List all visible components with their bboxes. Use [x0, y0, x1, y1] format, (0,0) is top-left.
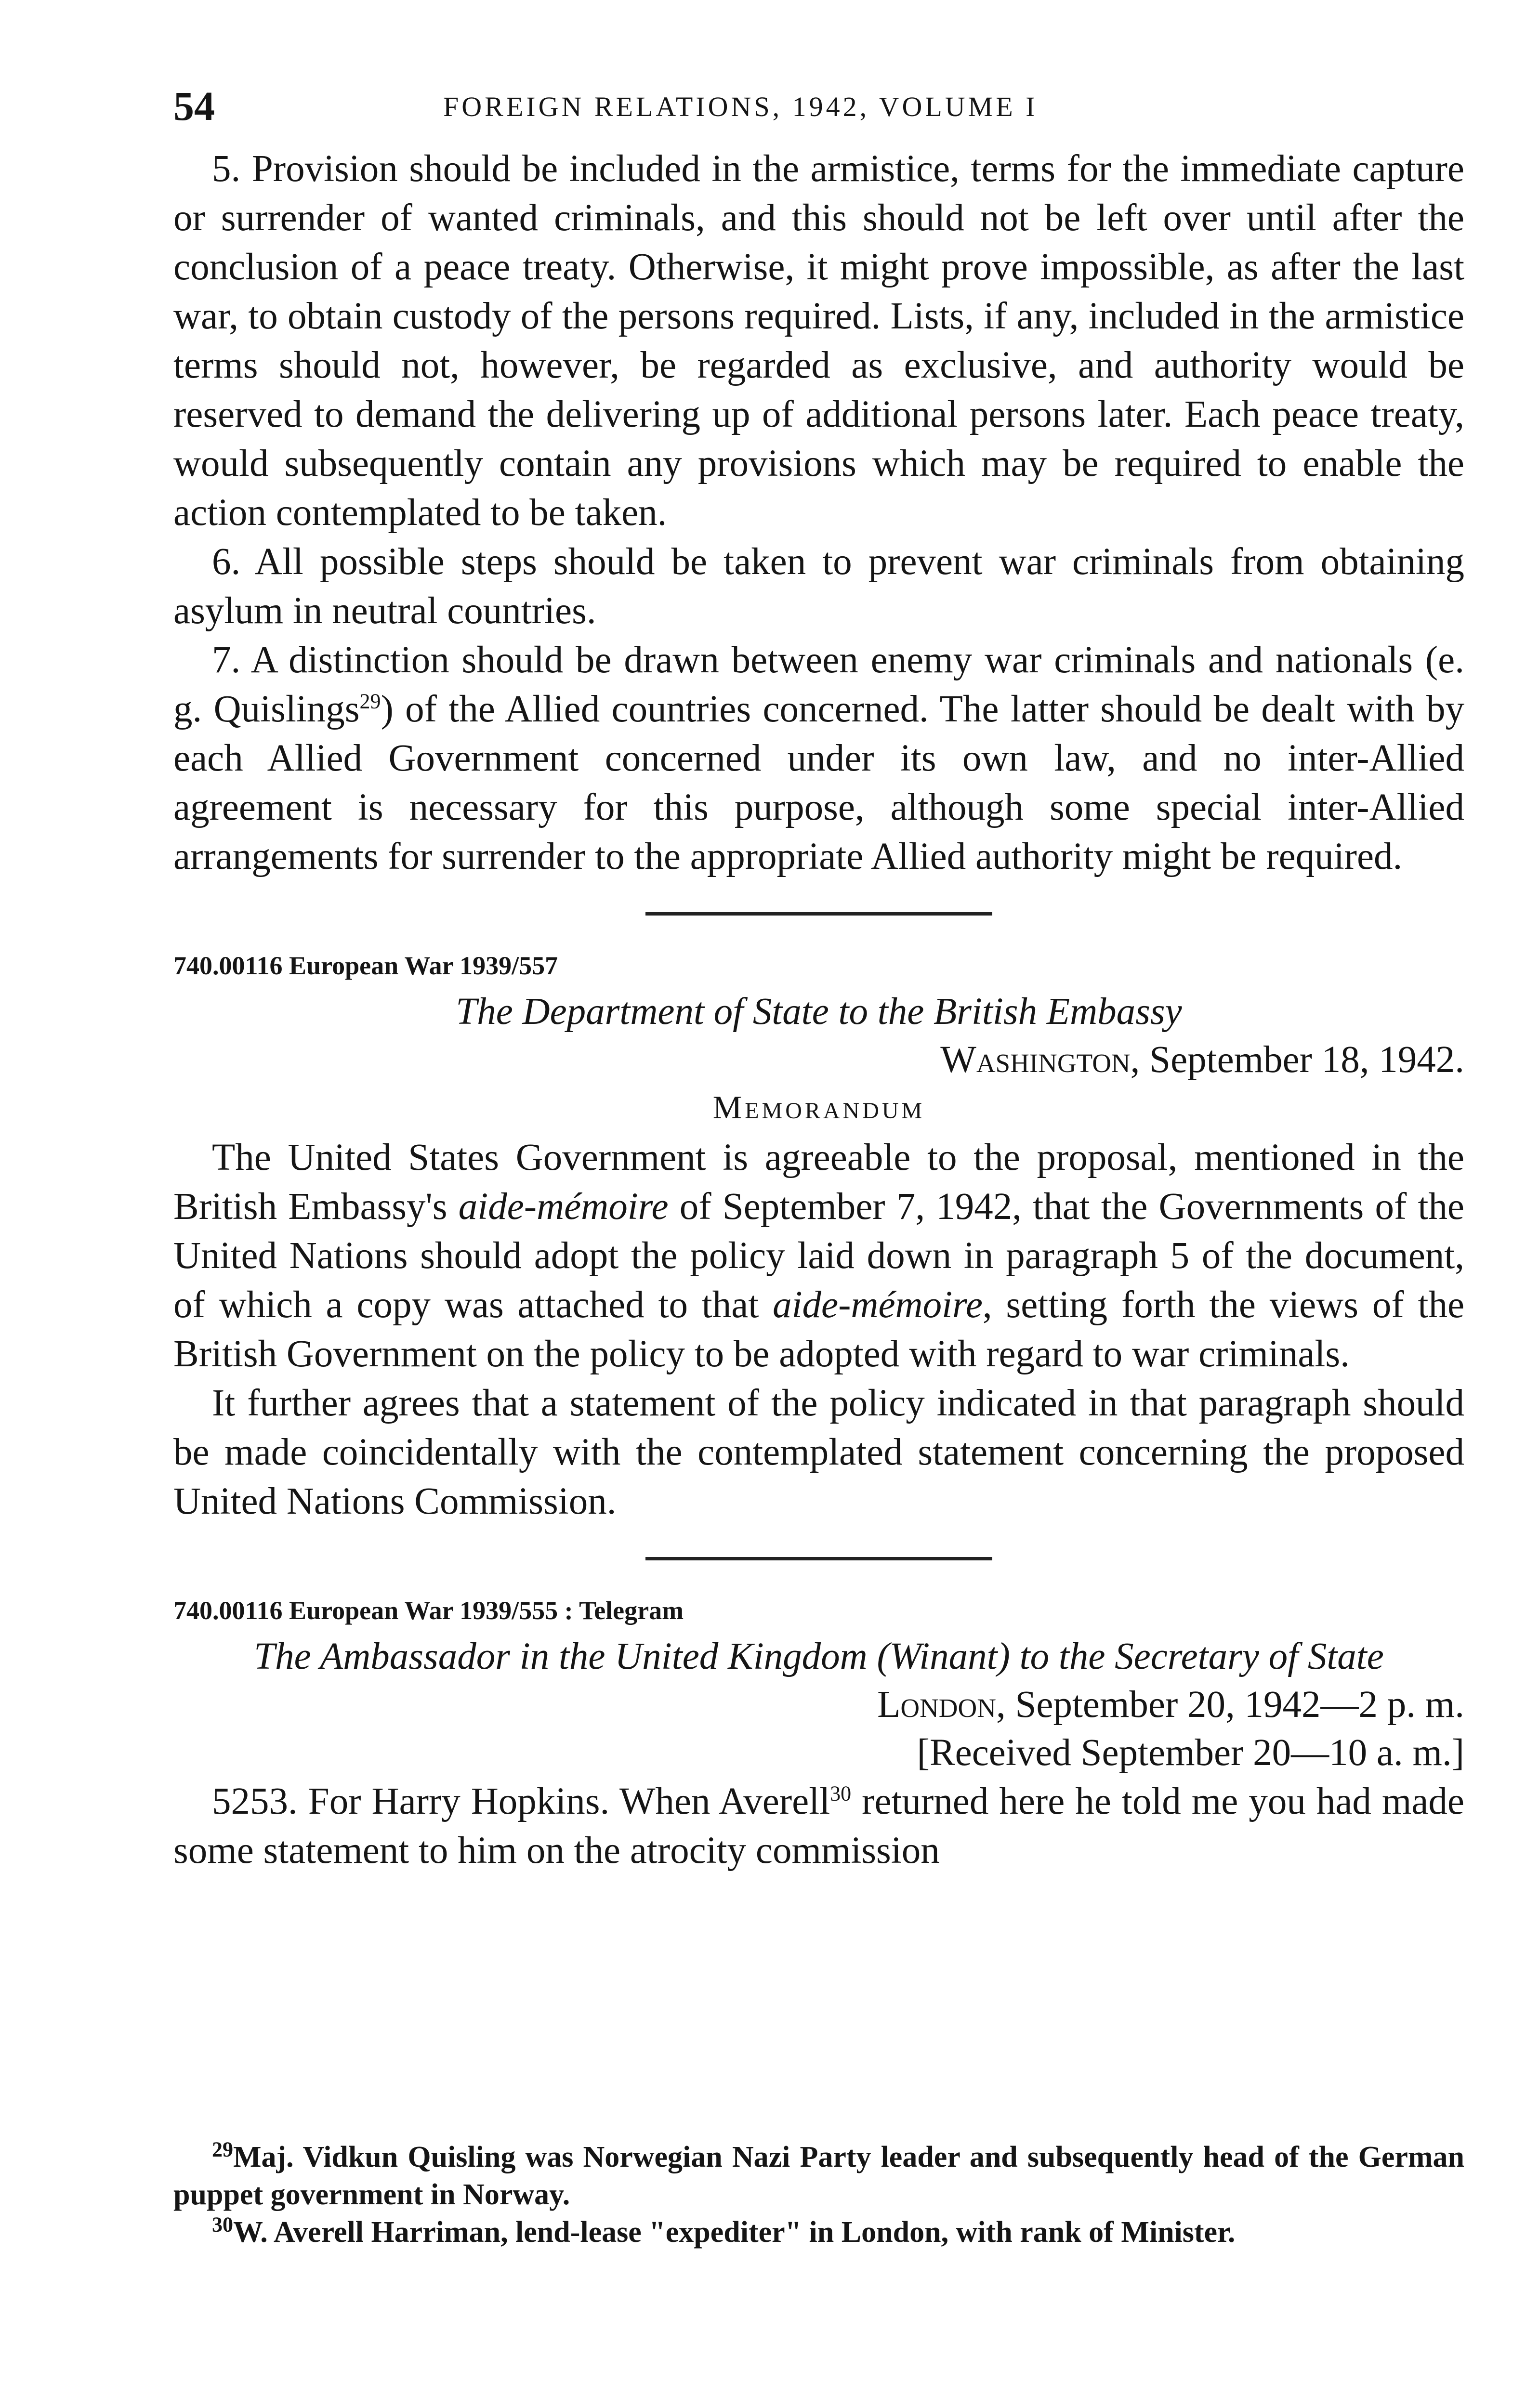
- footnote-29: $^{29}$Maj. Vidkun Quisling was Norwegian Nazi Party leader and subsequently head of the German puppet government in Norway.: [173, 2137, 1464, 2211]
- dateline: Washington, September 18, 1942.: [940, 1039, 1464, 1081]
- section-divider: [645, 912, 992, 916]
- dateline: London, September 20, 1942—2 p. m.: [877, 1684, 1464, 1726]
- footnote-ref-30: 30: [830, 1781, 852, 1806]
- document-heading: The Department of State to the British Embassy: [456, 991, 1182, 1033]
- paragraph-6: 6. All possible steps should be taken to prevent war criminals from obtaining asylum in neutral countries.: [173, 541, 1464, 632]
- paragraph-5: 5. Provision should be included in the armistice, terms for the immediate capture or surrender of wanted criminals, and this should not be left over until after the conclusion of a peace treaty. Otherwise, it might prove impossible, as after the last war, to obtain custody of the persons required. Lists, if any, included in the armistice terms should not, however, be regarded as exclusive, and authority would be reserved to demand the delivering up of additional persons later. Each peace treaty, would subsequently contain any provisions which may be required to enable the action contemplated to be taken.: [173, 148, 1464, 534]
- paragraph-7: 7. A distinction should be drawn between enemy war criminals and nationals (e. g. Quislings$^{29}$) of the Allied countries concerned. The latter should be dealt with by each Allied Government concerned under its own law, and no inter-Allied agreement is necessary for this purpose, although some special inter-Allied arrangements for surrender to the appropriate Allied authority might be required.: [173, 639, 1464, 877]
- memo-paragraph-1: The United States Government is agreeable to the proposal, mentioned in the British Embassy's aide-mémoire of September 7, 1942, that the Governments of the United Nations should adopt the policy laid down in paragraph 5 of the document, of which a copy was attached to that aide-mémoire, setting forth the views of the British Government on the policy to be adopted with regard to war criminals.: [173, 1137, 1465, 1375]
- section-divider: [645, 1557, 992, 1560]
- page-header: [173, 72, 1464, 140]
- footnote-ref-29: 29: [359, 689, 381, 713]
- page-content: [173, 144, 1464, 1875]
- telegram-paragraph-1: 5253. For Harry Hopkins. When Averell$^{30}$ returned here he told me you had made some statement to him on the atrocity commission: [173, 1780, 1464, 1871]
- file-reference: 740.00116 European War 1939/555 : Telegram: [173, 1596, 684, 1625]
- memo-paragraph-2: It further agrees that a statement of the policy indicated in that paragraph should be made coincidentally with the contemplated statement concerning the proposed United Nations Commission.: [173, 1382, 1464, 1522]
- running-title: FOREIGN RELATIONS, 1942, VOLUME I: [443, 91, 1038, 122]
- document-heading: The Ambassador in the United Kingdom (Winant) to the Secretary of State: [254, 1636, 1384, 1677]
- footnote-30: $^{30}$W. Averell Harriman, lend-lease "expediter" in London, with rank of Minister.: [212, 2212, 1236, 2249]
- memorandum-title: Memorandum: [712, 1089, 925, 1125]
- received-line: [Received September 20—10 a. m.]: [917, 1732, 1464, 1774]
- file-reference: 740.00116 European War 1939/557: [173, 951, 558, 980]
- page-number: 54: [173, 83, 215, 129]
- footnotes: [173, 2138, 1464, 2251]
